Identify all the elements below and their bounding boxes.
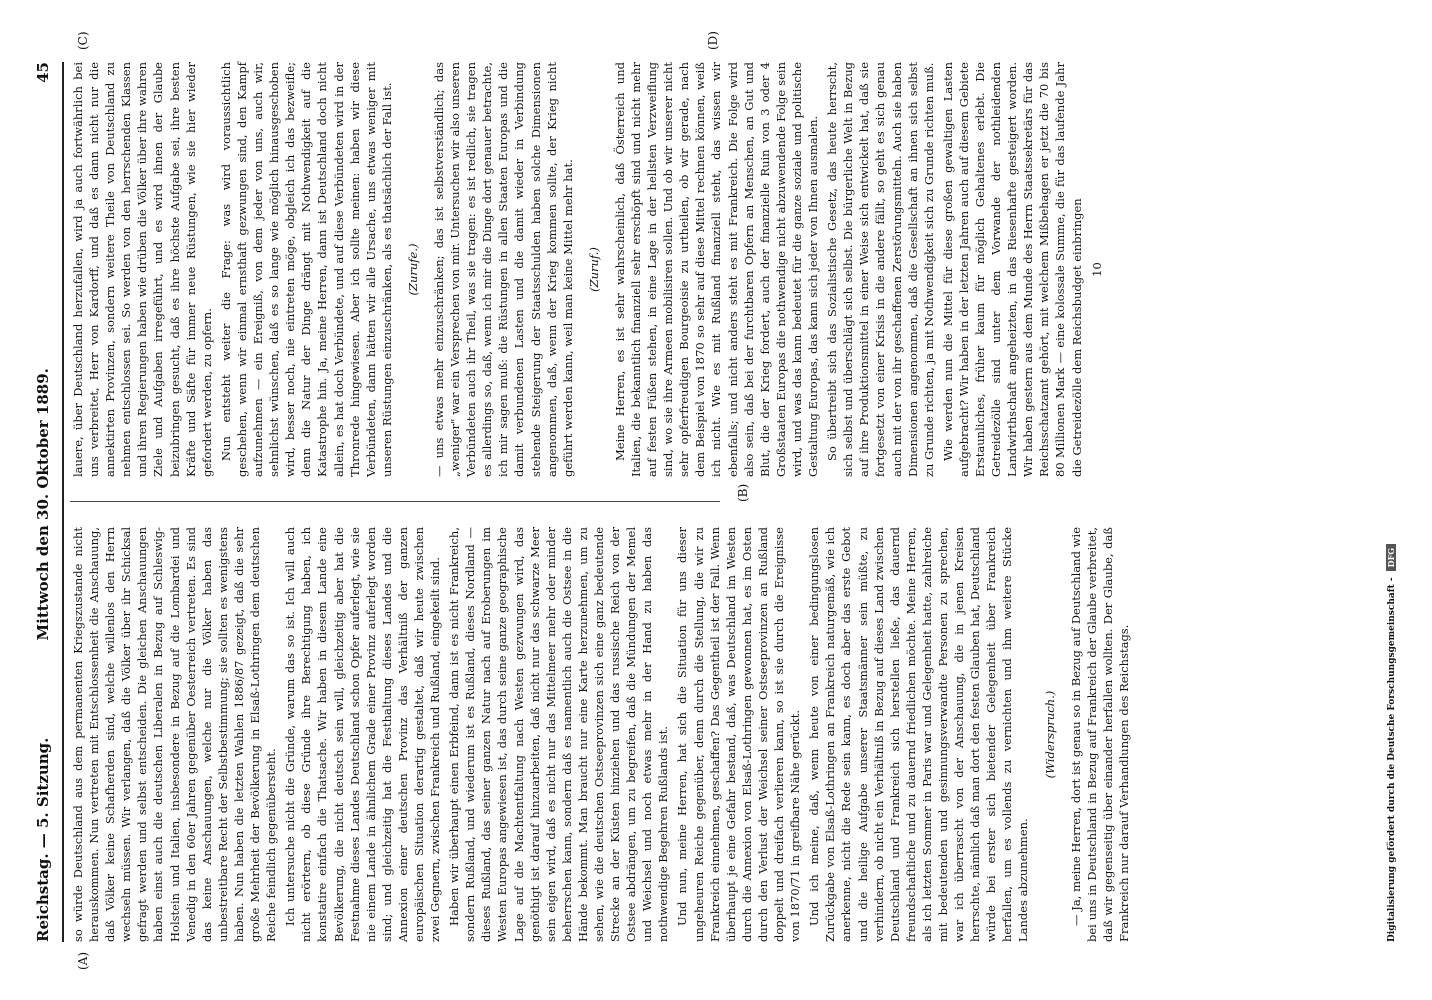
right-paragraph: Nun entsteht weiter die Frage: was wird voraussichtlich geschehen, wenn wir einmal ernsthaft gezwungen sind, den Kampf aufzunehmen — ein Ereigniß, von dem jeder von uns, auch wir, sehnlichst wünschen, daß es so lange wie möglich hinausgeschoben wird, besser noch, nie eintreten möge, obgleich ich das bezweifle; denn die Natur der Dinge drängt mit Nothwendigkeit auf die Katastrophe hin. Ja, meine Herren, dann ist Deutschland doch nicht allein, es hat doch Verbündete, und auf diese Verbündeten wird in der Thronrede hingewiesen. Aber ich sollte meinen: haben wir diese Verbündeten, dann hätten wir alle Ursache, uns etwas weniger mit unseren Rüstungen einzuschränken, als es thatsächlich der Fall ist.: [218, 62, 394, 477]
right-column: [70, 62, 1105, 477]
page-header: [34, 62, 60, 942]
header-date: Mittwoch den 30. Oktober 1889.: [34, 368, 52, 641]
digitization-footer: [1386, 62, 1397, 942]
margin-marker-a: (A): [76, 951, 90, 970]
right-paragraph: lauere, über Deutschland herzufallen, wird ja auch fortwährlich bei uns verbreitet, Herr von Kardorff, und daß es dann nicht nur die annektirten Provinzen, sondern weitere Theile von Deutschland zu nehmen entschlossen sei. So werden von den herrschenden Klassen und ihren Regierungen haben wie drüben die Völker über ihre wahren Ziele und Aufgaben irregeführt, und es wird ihnen der Glaube beizubringen gesucht, daß es ihre höchste Aufgabe sei, ihre besten Kräfte und Säfte für immer neue Rüstungen, wie sie hier wieder gefordert werden, zu opfern.: [71, 62, 214, 477]
sheet-signature: 10: [1089, 262, 1104, 277]
page-number: 45: [34, 62, 52, 83]
footer-text: Digitalisierung gefördert durch die Deutsche Forschungsgemeinschaft -: [1387, 577, 1397, 942]
left-paragraph: so würde Deutschland aus dem permanenten Kriegszustande nicht herauskommen. Nun vertreten mit Entschlossenheit die Anschauung, daß Völker keine Schafherden sind, welche willenlos den Herrn wechseln müssen. Wir verlangen, daß die Völker über ihr Schicksal gefragt werden und selbst entscheiden. Die gleichen Anschauungen haben einst auch die deutschen Liberalen in Bezug auf Schleswig-Holstein und Italien, insbesondere in Bezug auf die Lombardei und Venedig in den 60er Jahren gegenüber Oesterreich vertreten. Es sind das keine Anschauungen, welche nur die Völker haben das unbestreitbare Recht der Selbstbestimmung; sie sollten es wenigstens haben. Nun haben die letzten Wahlen 1886/87 gezeigt, daß die sehr große Mehrheit der Bevölkerung in Elsaß-Lothringen dem deutschen Reiche feindlich gegenübersteht.: [71, 527, 279, 942]
dfg-logo: DFG: [1386, 544, 1396, 571]
column-divider: [70, 501, 720, 502]
left-closing-paragraph: — Ja, meine Herren, dort ist genau so in Bezug auf Deutschland wie bei uns in Deutschland in Bezug auf Frankreich der Glaube verbreitet, daß wir gegenseitig über einander herfallen wollten. Der Glaube, daß Frankreich nur darauf Verhandlungen des Reichstags.: [1068, 527, 1131, 942]
header-right: [34, 62, 52, 640]
margin-marker-b: (B): [736, 483, 750, 502]
left-paragraph: Und nun, meine Herren, hat sich die Situation für uns dieser ungeheuren Reiche gegenüber, denn durch die Stellung, die wir zu Frankreich einnehmen, geschaffen? Das Gegentheil ist der Fall. Wenn überhaupt je eine Gefahr bestand, daß, was Deutschland im Westen durch die Annexion von Elsaß-Lothringen gewonnen hat, es im Osten durch den Verlust der Weichsel seiner Ostseeprovinzen an Rußland doppelt und dreifach verlieren kann, so ist sie durch die Ereignisse von 1870/71 in greifbare Nähe gerückt.: [675, 527, 803, 942]
left-paragraph: Und ich meine, daß, wenn heute von einer bedingungslosen Zurückgabe von Elsaß-Lothringen an Frankreich naturgemäß, wie ich anerkenne, nicht die Rede sein kann, es doch aber das erste Gebot und die heilige Aufgabe unserer Staatsmänner sein müßte, zu verhindern, ob nicht ein Verhältniß in Bezug auf dieses Land zwischen Deutschland und Frankreich sich herstellen ließe, das dauernd freundschaftliche und zu dauernd friedlichen möchte. Meine Herren, als ich letzten Sommer in Paris war und Gelegenheit hatte, zahlreiche mit bedeutenden und gesinnungsverwandte Personen zu sprechen, war ich überrascht von der Anschauung, die in jenen Kreisen herrschte, nämlich daß man dort den festen Glauben hat, Deutschland würde bei erster sich bietender Gelegenheit über Frankreich herfallen, um es vollends zu vernichten und ihm weitere Stücke Landes abzunehmen.: [807, 527, 1031, 942]
interjection-zuruf: (Zuruf.): [586, 247, 601, 292]
interjection-widerspruch: (Widerspruch.): [1042, 690, 1057, 779]
left-column: [70, 527, 1135, 942]
right-paragraph: So übertreibt sich das Sozialistische Gesetz, das heute herrscht, sich selbst und überschlägt sich selbst. Die bürgerliche Welt in Bezug auf ihre Produktionsmittel in einer Weise sich entwickelt hat, daß sie fortgesetzt von einer Krisis in die andere fällt, so geht es sich genau auch mit der von ihr geschaffenen Zerstörungsmitteln. Auch sie haben Dimensionen angenommen, daß die Gesellschaft an ihnen sich selbst zu Grunde richten, ja mit Nothwendigkeit sich zu Grunde richten muß.: [825, 62, 936, 477]
interjection-zurufe: (Zurufe.): [405, 243, 420, 296]
margin-marker-d: (D): [706, 31, 720, 50]
header-left: Reichstag. — 5. Sitzung.: [34, 737, 52, 942]
rotated-sheet: [16, 0, 1416, 1000]
left-paragraph: Ich untersuche nicht die Gründe, warum das so ist. Ich will auch nicht erörtern, ob diese Gründe ihre Berechtigung haben, ich konstatire einfach die Thatsache. Wir haben in diesem Lande eine Bevölkerung, die nicht deutsch sein will, gleichzeitig aber hat die Festnahme dieses Landes Deutschland schon Opfer auferlegt, wie sie nie einem Lande in ähnlichem Grade einer Provinz auferlegt worden sind; und gleichzeitig hat die Festhaltung dieses Landes und die Annexion einer deutschen Provinz das Verhältniß der ganzen europäischen Situation derartig gestaltet, daß wir heute zwischen zwei Gegnern, zwischen Frankreich und Rußland, eingekeilt sind.: [283, 527, 443, 942]
right-paragraph: — uns etwas mehr einzuschränken; das ist selbstverständlich; das „weniger" war ein Versprechen von mir. Untersuchen wir also unseren Verbündeten auch ihr Theil, was sie tragen: es ist redlich, sie tragen es allerdings so, daß, wenn ich mir die Dinge dort genauer betrachte, ich mir sagen muß: die Rüstungen in allen Staaten Europas und die damit verbundenen Lasten und die damit wieder in Verbindung stehende Steigerung der Staatsschulden haben solche Dimensionen angenommen, daß, wenn der Krieg kommen sollte, der Krieg nicht geführt werden kann, weil man keine Mittel mehr hat.: [431, 62, 575, 477]
right-paragraph: Meine Herren, es ist sehr wahrscheinlich, daß Österreich und Italien, die bekanntlich finanziell sehr erschöpft sind und nicht mehr auf festen Füßen stehen, in eine Lage in der hellsten Verzweiflung sind, wo sie ihre Armeen mobilisiren sollen. Und ob wir unserer nicht sehr opferfreudigen Bourgeoisie zu urtheilen, ob wir gerade, nach dem Beispiel von 1870 so sehr auf diese Mittel rechnen können, weiß ich nicht. Wie es mit Rußland finanziell steht, das wissen wir ebenfalls; und nicht anders steht es mit Frankreich. Die Folge wird also sein, daß bei der furchtbaren Opfern an Menschen, an Gut und Blut, die der Krieg fordert, auch der finanzielle Ruin von 3 oder 4 Großstaaten Europas die nothwendige nicht abzuwendende Folge sein wird, und was das kann bedeutet für die ganze soziale und politische Gestaltung Europas, das kann sich jeder von Ihnen ausmalen.: [612, 62, 821, 477]
header-rule: [62, 62, 64, 942]
left-paragraph: Haben wir überhaupt einen Erbfeind, dann ist es nicht Frankreich, sondern Rußland, und wiederum ist es Rußland, dieses Nordland — dieses Rußland, das seiner ganzen Natur nach auf Eroberungen im Westen Europas angewiesen ist, das durch seine ganze geographische Lage auf die Machtentfaltung nach Westen gezwungen wird, das genöthigt ist darauf hinzuarbeiten, daß nicht nur das schwarze Meer sein eigen wird, daß es nicht nur das Mittelmeer mehr oder minder beherrschen kann, sondern daß es namentlich auch die Ostsee in die Hände bekommt. Man braucht nur eine Karte herzunehmen, um zu sehen, wie die deutschen Ostseeprovinzen sich eine ganz bedeutende Strecke an der Küsten hinziehen und das russische Reich von der Ostsee abdrängen, um zu begreifen, daß die Mündungen der Memel und Weichsel und noch etwas mehr in der Hand zu haben das nothwendige Begehren Rußlands ist.: [447, 527, 671, 942]
right-paragraph: Wie werden nun die Mittel für diese großen gewaltigen Lasten aufgebracht? Wir haben in der letzten Jahren auch auf diesem Gebiete Erstaunliches, früher kaum für möglich Gehaltenes erlebt. Die Getreidezölle sind unter dem Vorwande der nothleidenden Landwirthschaft angeheizten, in das Riesenhafte gesteigert worden. Wir haben gestern aus dem Munde des Herrn Staatssekretärs für das Reichsschatzamt gehört, mit welchem Mißbehagen er jetzt die 70 bis 80 Millionen Mark — eine kolossale Summe, die für das laufende Jahr die Getreidezölle dem Reichsbudget einbringen: [940, 62, 1084, 477]
margin-marker-c: (C): [76, 31, 90, 50]
